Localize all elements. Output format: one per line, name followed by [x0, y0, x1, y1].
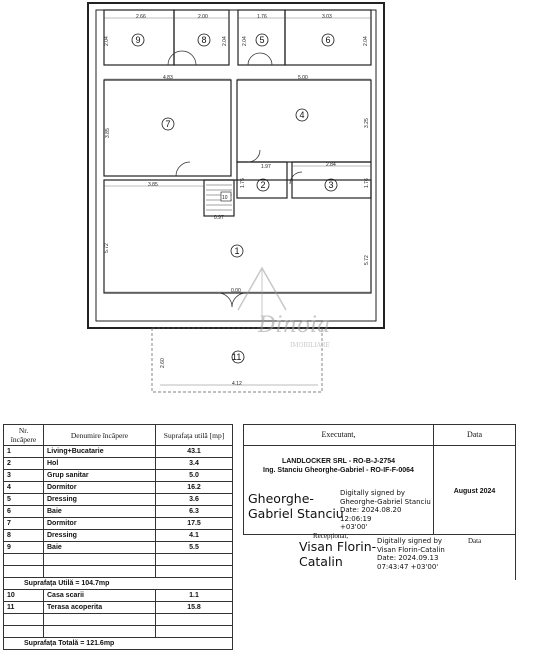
- dim-label: 4.83: [163, 75, 173, 81]
- dim-label: 2.66: [136, 14, 146, 20]
- signature-meta: Digitally signed by Visan Florin-Catalin Date: 2024.09.13 07:43:47 +03'00': [377, 537, 445, 571]
- watermark-logo-icon: [238, 268, 330, 349]
- room-number: 6: [325, 35, 331, 45]
- watermark-sub: IMOBILIARE: [290, 342, 330, 349]
- room-number: 10: [222, 195, 228, 201]
- table-row: 1 Living+Bucatarie 43.1: [4, 446, 233, 458]
- dim-label: 2.84: [326, 162, 336, 168]
- watermark-text: Dinoia: [258, 313, 331, 338]
- dim-label: 2.00: [198, 14, 208, 20]
- executant-engineer: Ing. Stanciu Gheorghe-Gabriel - RO-IF-F-0064: [263, 467, 414, 474]
- room-number: 8: [201, 35, 207, 45]
- executant-date-header-box: [433, 424, 516, 446]
- dim-label: 4.12: [232, 381, 242, 387]
- table-row: 5 Dressing 3.6: [4, 494, 233, 506]
- room-number: 4: [299, 110, 305, 120]
- table-row: 3 Grup sanitar 5.0: [4, 470, 233, 482]
- sum-totala: Suprafața Totală = 121.6mp: [4, 638, 233, 650]
- signature-name: Gheorghe- Gabriel Stanciu: [248, 491, 344, 521]
- sum-utila: Suprafața Utilă = 104.7mp: [4, 578, 233, 590]
- table-row: 7 Dormitor 17.5: [4, 518, 233, 530]
- dim-label: 3.85: [105, 128, 111, 138]
- room-number: 11: [232, 352, 242, 362]
- dim-label: 1.75: [240, 178, 246, 188]
- signature-meta: Digitally signed by Gheorghe-Gabriel Stanciu Date: 2024.08.20 12:06:19 +03'00': [340, 489, 431, 531]
- executant-header: Executant,: [321, 430, 356, 439]
- room-number: 9: [135, 35, 141, 45]
- dim-label: 3.03: [322, 14, 332, 20]
- table-row: 10 Casa scarii 1.1: [4, 590, 233, 602]
- dim-label: 2.04: [104, 36, 110, 46]
- dim-label: 3.85: [148, 182, 158, 188]
- dim-label: 0.97: [214, 215, 224, 221]
- dim-label: 5.00: [298, 75, 308, 81]
- table-row: 2 Hol 3.4: [4, 458, 233, 470]
- executant-date: August 2024: [453, 488, 496, 495]
- dim-label: 3.25: [364, 118, 370, 128]
- dim-label: 2.60: [160, 358, 166, 368]
- receptionat-body: [243, 534, 516, 580]
- room-number: 3: [328, 180, 334, 190]
- dim-label: 0.00: [231, 288, 241, 294]
- dim-label: 1.76: [364, 178, 370, 188]
- dim-label: 5.72: [104, 243, 110, 253]
- header-suprafata: Suprafața utilă [mp]: [156, 425, 233, 446]
- header-nr: Nr. încăpere: [4, 425, 44, 446]
- dim-label: 2.04: [222, 36, 228, 46]
- table-row: 11 Terasa acoperita 15.8: [4, 602, 233, 614]
- executant-date-header: Data: [466, 430, 483, 439]
- signature-name: Visan Florin- Catalin: [299, 539, 377, 569]
- rooms-legend-table: [3, 424, 233, 650]
- executant-header-box: [243, 424, 434, 446]
- dim-label: 5.72: [364, 255, 370, 265]
- table-row: 6 Baie 6.3: [4, 506, 233, 518]
- header-denumire: Denumire încăpere: [44, 425, 156, 446]
- room-number: 1: [234, 246, 240, 256]
- dim-label: 1.76: [257, 14, 267, 20]
- dim-label: 2.04: [363, 36, 369, 46]
- receptionat-date-header: Data: [468, 537, 482, 545]
- table-row: 4 Dormitor 16.2: [4, 482, 233, 494]
- receptionat-label: Recepționat,: [313, 532, 349, 540]
- dim-label: 2.04: [242, 36, 248, 46]
- room-number: 7: [165, 119, 171, 129]
- table-row: 9 Baie 5.5: [4, 542, 233, 554]
- room-number: 2: [260, 180, 266, 190]
- executant-company: LANDLOCKER SRL - RO-B-J-2754: [281, 458, 396, 465]
- dim-label: 1.97: [261, 164, 271, 170]
- room-number: 5: [259, 35, 265, 45]
- executant-body: [243, 445, 434, 535]
- table-row: 8 Dressing 4.1: [4, 530, 233, 542]
- executant-date-box: [433, 445, 516, 535]
